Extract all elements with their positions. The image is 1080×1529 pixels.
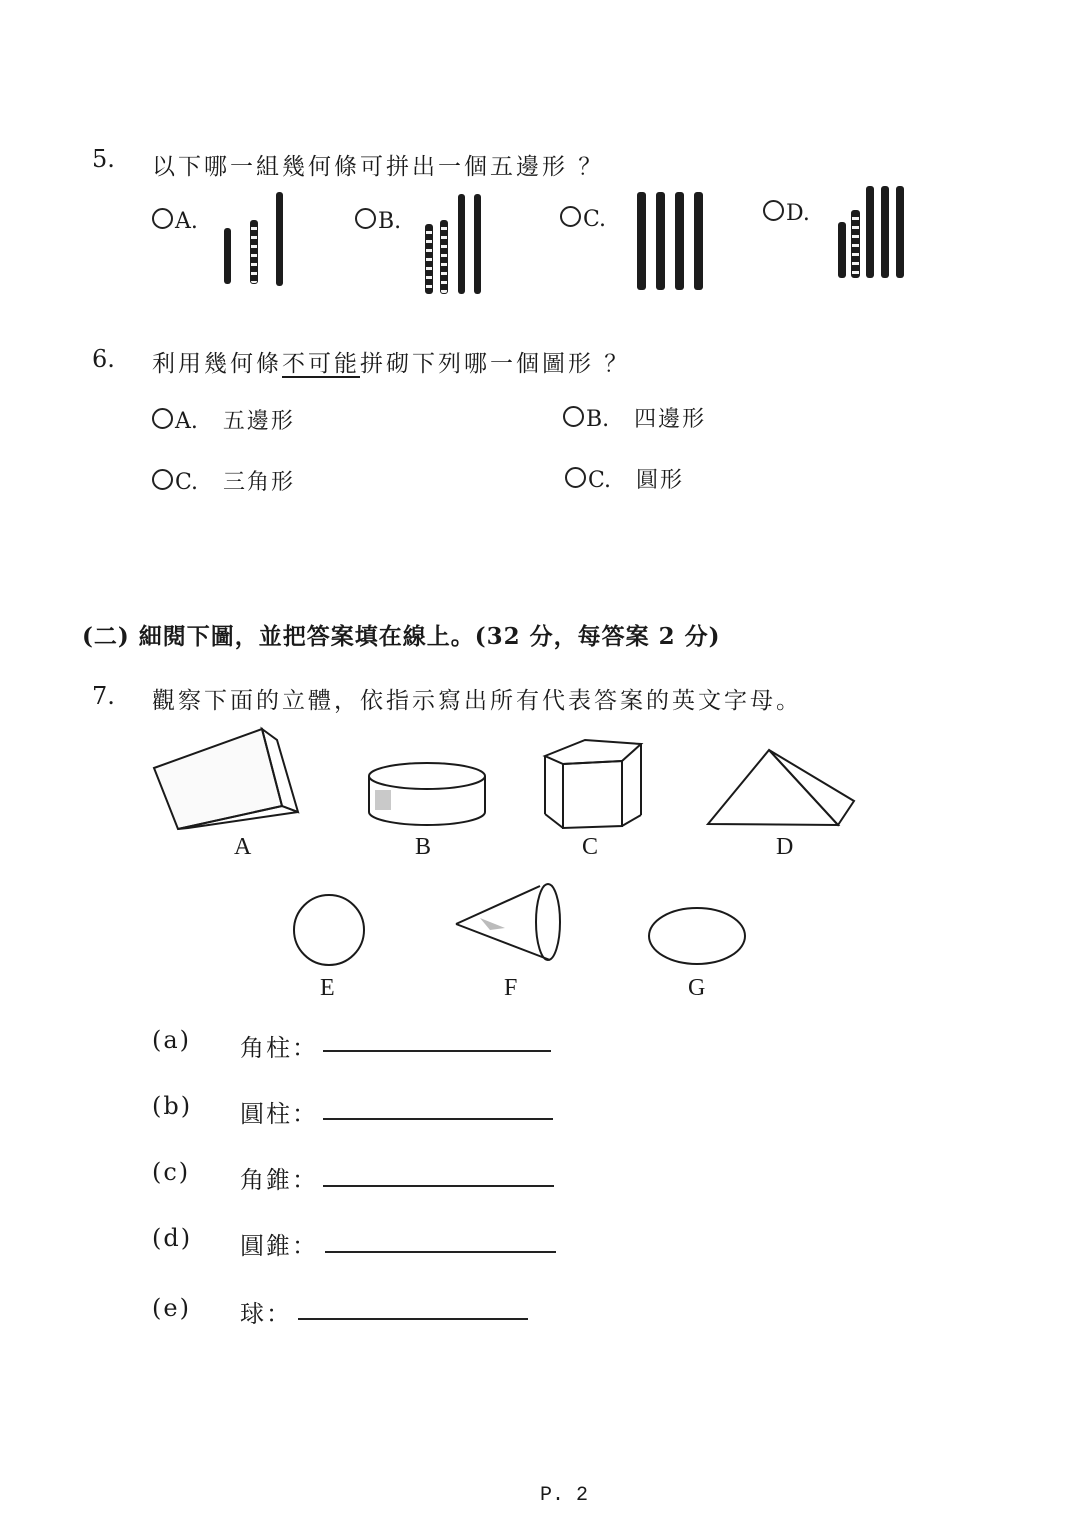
- q6-option-d-text: 圓形: [636, 468, 685, 493]
- shape-label-d: D: [776, 834, 794, 860]
- shape-label-g: G: [688, 975, 706, 1001]
- q5-text: 以下哪一組幾何條可拼出一個五邊形 ？: [152, 154, 605, 180]
- q6-text-after: 拼砌下列哪一個圖形 ？: [360, 351, 631, 377]
- q5-option-b-label: B.: [378, 209, 402, 234]
- q6-option-c-label: C.: [175, 470, 199, 495]
- q7-item-a-answer-line[interactable]: [323, 1050, 551, 1052]
- q7-item-d-label: 圓錐：: [240, 1232, 318, 1260]
- shape-a-rectangular-prism: [154, 729, 298, 829]
- q7-item-e-tag: (e): [152, 1294, 191, 1322]
- q7-text: 觀察下面的立體，依指示寫出所有代表答案的英文字母。: [152, 688, 802, 714]
- shape-label-b: B: [415, 834, 432, 860]
- q7-item-c-tag: (c): [152, 1158, 191, 1186]
- shape-label-c: C: [582, 834, 599, 860]
- q7-item-a-tag: (a): [152, 1026, 192, 1054]
- q7-item-b-tag: (b): [152, 1092, 193, 1120]
- q7-item-b-answer-line[interactable]: [323, 1118, 553, 1120]
- page-number: P. 2: [540, 1484, 589, 1507]
- shape-b-cylinder: [369, 763, 485, 825]
- q6-option-c-text: 三角形: [223, 470, 296, 495]
- q7-item-a-label: 角柱：: [240, 1034, 318, 1062]
- q7-item-b-label: 圓柱：: [240, 1100, 318, 1128]
- q6-option-a-text: 五邊形: [222, 409, 295, 434]
- q7-item-e-label: 球：: [240, 1300, 292, 1328]
- q6-text-emphasis: 不可能: [282, 351, 360, 377]
- q5-option-a-label: A.: [175, 209, 198, 234]
- q5-option-c-label: C.: [583, 207, 607, 232]
- shape-g-ellipsoid: [649, 908, 745, 964]
- q6-option-b-text: 四邊形: [634, 407, 707, 432]
- shape-label-a: A: [234, 834, 252, 860]
- q6-text-before: 利用幾何條: [152, 351, 282, 377]
- shape-d-pyramid: [708, 750, 854, 825]
- q5-number: 5.: [92, 145, 115, 173]
- q6-option-a-label: A.: [175, 409, 198, 434]
- q6-option-d-label: C.: [588, 468, 612, 493]
- shape-c-pentagonal-prism: [545, 740, 641, 828]
- q7-item-e-answer-line[interactable]: [298, 1318, 528, 1320]
- shape-e-sphere: [294, 895, 364, 965]
- shape-label-f: F: [504, 975, 518, 1001]
- shape-label-e: E: [320, 975, 335, 1001]
- q6-number: 6.: [92, 345, 115, 373]
- q6-option-b-label: B.: [586, 407, 610, 432]
- q7-item-d-answer-line[interactable]: [325, 1251, 556, 1253]
- q7-number: 7.: [92, 682, 115, 710]
- q7-item-c-answer-line[interactable]: [323, 1185, 554, 1187]
- q7-item-c-label: 角錐：: [240, 1166, 318, 1194]
- section2-title: (二) 細閱下圖，並把答案填在線上。(32 分，每答案 2 分): [82, 623, 721, 650]
- q5-option-d-label: D.: [786, 201, 810, 226]
- shape-f-cone: [456, 884, 560, 960]
- q7-item-d-tag: (d): [152, 1224, 193, 1252]
